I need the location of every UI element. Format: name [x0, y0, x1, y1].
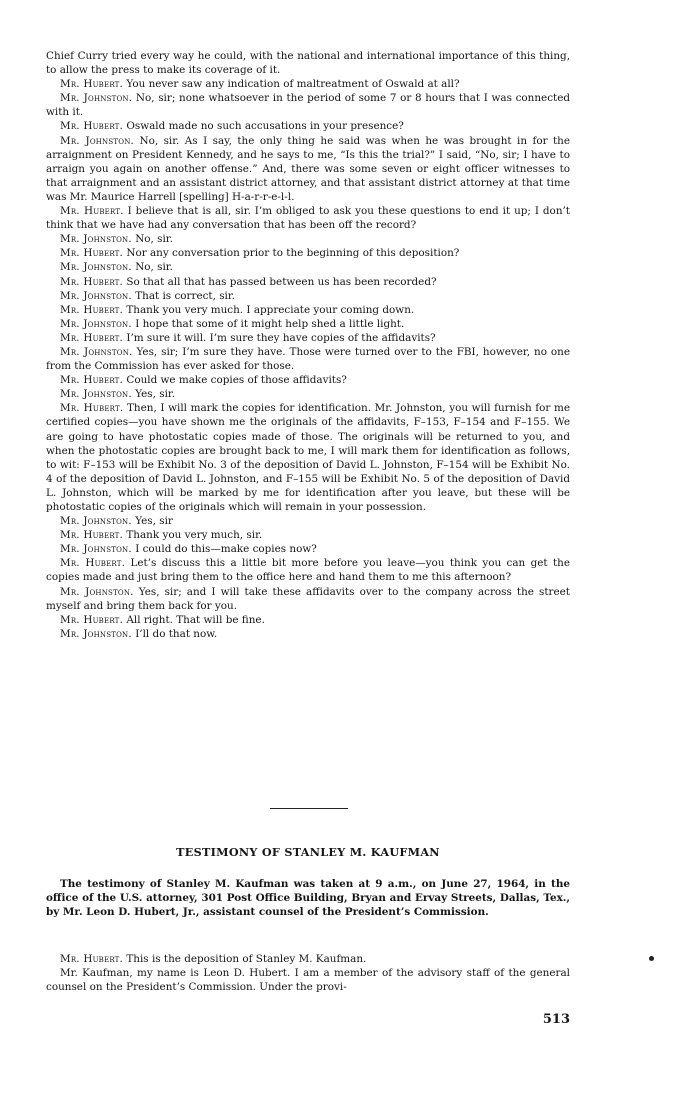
speech-text: Yes, sir	[131, 515, 173, 528]
speech-text: Thank you very much, sir.	[123, 529, 263, 542]
testimony-paragraph	[46, 528, 570, 542]
testimony-paragraph	[46, 246, 570, 260]
speech-text: I could do this—make copies now?	[131, 543, 317, 556]
testimony-bottom-text	[46, 952, 570, 994]
speech-text: I’m sure it will. I’m sure they have copies of the affidavits?	[123, 331, 436, 344]
speech-text: No, sir. As I say, the only thing he said was when he was brought in for the arraignment on President Kennedy, and he says to me, “Is this the trial?” I said, “No, sir; I have to arraign you again on another offense.” And, there was some seven or eight officer witnesses to that arraignment and an assistant district attorney, and that assistant district attorney at that time was Mr. Maurice Harrell [spelling] H-a-r-r-e-l-l.	[46, 134, 570, 203]
testimony-paragraph	[46, 966, 570, 994]
speaker-label: Mr. Johnston.	[60, 515, 132, 528]
speaker-label: Mr. Johnston.	[60, 388, 132, 401]
speech-text: Yes, sir.	[131, 388, 176, 401]
speaker-label: Mr. Hubert.	[60, 205, 124, 218]
speaker-label: Mr. Johnston.	[60, 345, 133, 358]
testimony-paragraph	[46, 401, 570, 514]
speech-text: This is the deposition of Stanley M. Kaufman.	[123, 953, 367, 965]
margin-dot	[649, 956, 654, 961]
speech-text: You never saw any indication of maltreatment of Oswald at all?	[123, 78, 460, 91]
testimony-paragraph	[46, 556, 570, 584]
speaker-label: Mr. Hubert.	[60, 953, 124, 965]
testimony-paragraph	[46, 613, 570, 627]
testimony-paragraph	[46, 91, 570, 119]
speaker-label: Mr. Johnston.	[60, 289, 132, 302]
testimony-paragraph	[46, 119, 570, 133]
testimony-paragraph	[46, 275, 570, 289]
speaker-label: Mr. Hubert.	[60, 402, 124, 415]
section-intro	[46, 877, 570, 919]
speech-text: Mr. Kaufman, my name is Leon D. Hubert. I am a member of the advisory staff of the general counsel on the President’s Commission. Under the provi-	[46, 967, 570, 994]
testimony-paragraph	[46, 134, 570, 204]
testimony-paragraph	[46, 204, 570, 232]
speaker-label: Mr. Hubert.	[60, 247, 124, 260]
testimony-paragraph	[46, 345, 570, 373]
testimony-paragraph	[46, 514, 570, 528]
speaker-label: Mr. Hubert.	[60, 374, 124, 387]
speaker-label: Mr. Johnston.	[60, 543, 132, 556]
speech-text: Nor any conversation prior to the beginning of this deposition?	[123, 247, 460, 260]
testimony-paragraph	[46, 317, 570, 331]
speaker-label: Mr. Johnston.	[60, 317, 132, 330]
speech-text: No, sir.	[131, 261, 173, 274]
speech-text: Thank you very much. I appreciate your coming down.	[123, 303, 415, 316]
testimony-paragraph	[46, 289, 570, 303]
speaker-label: Mr. Johnston.	[60, 134, 135, 147]
speech-text: Then, I will mark the copies for identification. Mr. Johnston, you will furnish for me certified copies—you have shown me the originals of the affidavits, F–153, F–154 and F–155. We are going to have photostatic copies made of those. The originals will be returned to you, and when the photostatic copies are brought back to me, I will mark them for identification as follows, to wit: F–153 will be Exhibit No. 3 of the deposition of David L. Johnston, F–154 will be Exhibit No. 4 of the deposition of David L. Johnston, and F–155 will be Exhibit No. 5 of the deposition of David L. Johnston, which will be marked by me for identification after you leave, but these will be photostatic copies of the originals which will remain in your possession.	[46, 402, 570, 513]
speaker-label: Mr. Johnston.	[60, 233, 132, 246]
speech-text: Let’s discuss this a little bit more before you leave—you think you can get the copies made and just bring them to the office here and hand them to me this afternoon?	[46, 557, 570, 584]
speech-text: So that all that has passed between us has been recorded?	[123, 275, 437, 288]
intro-paragraph: The testimony of Stanley M. Kaufman was taken at 9 a.m., on June 27, 1964, in the office of the U.S. attorney, 301 Post Office Building, Bryan and Ervay Streets, Dallas, Tex., by Mr. Leon D. Hubert, Jr., assistant counsel of the President’s Commission.	[46, 878, 570, 919]
testimony-paragraph	[46, 387, 570, 401]
testimony-top-text	[46, 49, 570, 641]
speech-text: I hope that some of it might help shed a little light.	[131, 317, 405, 330]
testimony-paragraph	[46, 542, 570, 556]
speaker-label: Mr. Hubert.	[60, 557, 126, 570]
speech-text: I’ll do that now.	[131, 627, 218, 640]
speech-text: Yes, sir; I’m sure they have. Those were turned over to the FBI, however, no one from the Commission has ever asked for those.	[46, 345, 570, 373]
speech-text: Chief Curry tried every way he could, with the national and international importance of this thing, to allow the press to make its coverage of it.	[46, 50, 570, 77]
speaker-label: Mr. Hubert.	[60, 275, 124, 288]
speech-text: Yes, sir; and I will take these affidavits over to the company across the street myself and bring them back for you.	[46, 585, 570, 612]
speech-text: No, sir; none whatsoever in the period of some 7 or 8 hours that I was connected with it.	[46, 92, 570, 119]
speaker-label: Mr. Johnston.	[60, 92, 133, 105]
speaker-label: Mr. Hubert.	[60, 120, 124, 133]
testimony-paragraph	[46, 232, 570, 246]
speaker-label: Mr. Hubert.	[60, 78, 124, 91]
speaker-label: Mr. Hubert.	[60, 331, 124, 344]
testimony-paragraph	[46, 373, 570, 387]
speaker-label: Mr. Johnston.	[60, 585, 134, 598]
speech-text: Could we make copies of those affidavits?	[123, 374, 347, 387]
section-heading: TESTIMONY OF STANLEY M. KAUFMAN	[176, 845, 440, 859]
speaker-label: Mr. Hubert.	[60, 303, 124, 316]
testimony-paragraph	[46, 260, 570, 274]
speech-text: That is correct, sir.	[131, 289, 235, 302]
speaker-label: Mr. Johnston.	[60, 261, 132, 274]
testimony-paragraph	[46, 77, 570, 91]
testimony-paragraph	[46, 627, 570, 641]
testimony-paragraph	[46, 331, 570, 345]
testimony-paragraph	[46, 952, 570, 966]
speaker-label: Mr. Hubert.	[60, 529, 124, 542]
section-divider	[270, 808, 348, 809]
speech-text: Oswald made no such accusations in your presence?	[123, 120, 404, 133]
testimony-paragraph	[46, 303, 570, 317]
speaker-label: Mr. Johnston.	[60, 627, 132, 640]
speaker-label: Mr. Hubert.	[60, 613, 124, 626]
speech-text: I believe that is all, sir. I’m obliged to ask you these questions to end it up; I don’t think that we have had any conversation that has been off the record?	[46, 205, 570, 232]
speech-text: No, sir.	[131, 233, 173, 246]
speech-text: All right. That will be fine.	[123, 613, 265, 626]
testimony-paragraph	[46, 585, 570, 613]
page-number: 513	[542, 1012, 570, 1027]
testimony-paragraph	[46, 49, 570, 77]
